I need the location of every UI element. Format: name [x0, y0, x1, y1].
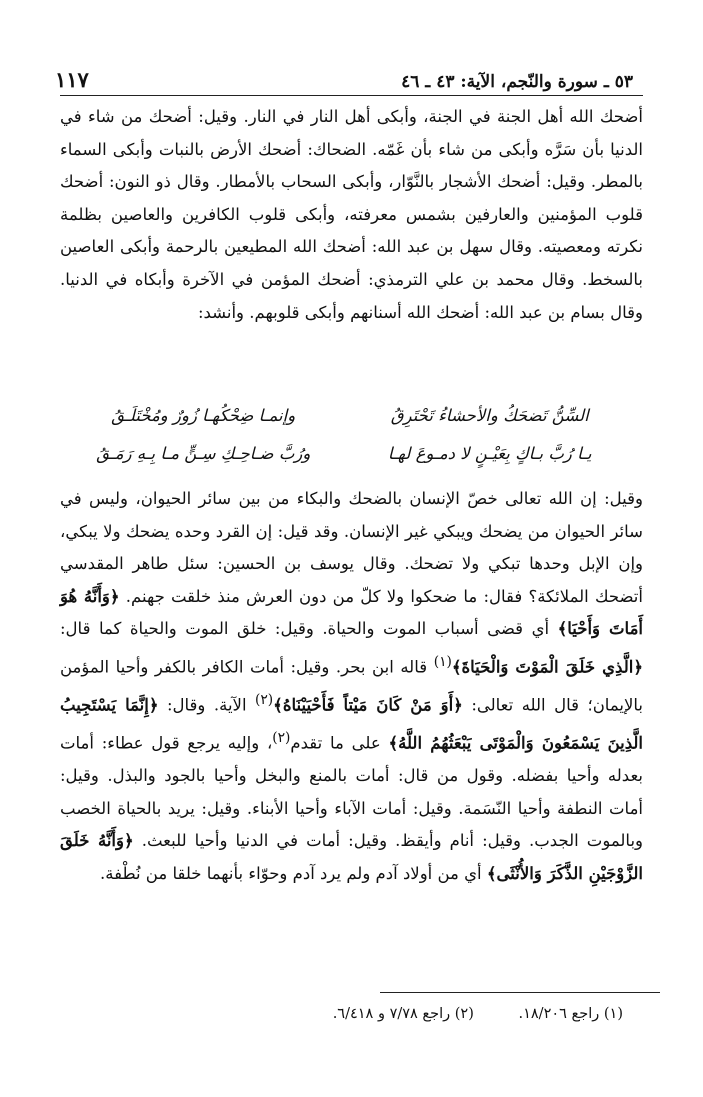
- quran-quote: ﴿وَأَنَّهُ خَلَقَ الزَّوْجَيْنِ الذَّكَرَ وَالأُنْثَى﴾: [60, 831, 643, 884]
- quran-quote: ﴿وَأَنَّهُ هُوَ أَمَاتَ وَأَحْيَا﴾: [60, 586, 644, 639]
- footnote-ref: (١): [433, 653, 452, 670]
- footnote-ref: (٢): [255, 692, 274, 709]
- verse1-second-hemistich: وإنمـا ضِحْكُهـا زُورٌ ومُخْتَلَـقُ: [111, 405, 296, 425]
- footnote-ref: (٢): [272, 730, 291, 747]
- paragraph-laughter-weeping: أضحك الله أهل الجنة في الجنة، وأبكى أهل النار في النار. وقيل: أضحك من شاء في الدنيا بأن سَرَّه وأبكى من شاء بأن غَمّه. الضحاك: أضحك الأرض بالنبات وأبكى السماء بالمطر. وقيل: أضحك الأشجار بالنَّوّار، وأبكى السحاب بالأمطار. وقال ذو النون: أضحك قلوب المؤمنين والعارفين بشمس معرفته، وأبكى قلوب الكافرين والعاصين بظلمة نكرته ومعصيته. وقال سهل بن عبد الله: أضحك الله المطيعين بالرحمة وأبكى العاصين بالسخط. وقال محمد بن علي الترمذي: أضحك المؤمن في الآخرة وأبكاه في الدنيا. وقال بسام بن عبد الله: أضحك الله أسنانهم وأبكى قلوبهم. وأنشد:: [60, 107, 643, 322]
- page-number: ١١٧: [55, 67, 89, 92]
- footnote-divider: [380, 992, 660, 993]
- text-segment: على ما تقدم: [290, 733, 381, 753]
- verse1-first-hemistich: السِّنُّ تَضحَكُ والأحشاءُ تَحْتَرِقُ: [390, 405, 589, 425]
- quran-quote: ﴿إِنَّمَا يَسْتَجِيبُ الَّذِينَ يَسْمَعُونَ وَالْمَوْتَى يَبْعَثُهُمُ اللَّهُ﴾: [60, 695, 643, 753]
- footnote-2: (٢) راجع ٧/٧٨ و ٦/٤١٨.: [332, 1006, 474, 1022]
- text-segment: أي من أولاد آدم ولم يرد آدم وحوّاء بأنهما خلقا من نُطْفة.: [100, 864, 482, 884]
- verse2-first-hemistich: يـا رُبَّ بـاكٍ بِعَيْـنٍ لا دمـوعَ لهـا: [387, 443, 592, 463]
- page-header: [55, 52, 633, 92]
- quran-quote: ﴿الَّذِي خَلَقَ الْمَوْتَ وَالْحَيَاةَ﴾: [451, 657, 643, 677]
- text-segment: أي قضى أسباب الموت والحياة. وقيل: خلق الموت والحياة كما قال:: [60, 619, 550, 639]
- text-segment: قاله ابن بحر. وقيل: أمات الكافر بالكفر وأحيا المؤمن بالإيمان؛ قال الله تعالى:: [60, 657, 643, 715]
- quran-quote: ﴿أَوَ مَنْ كَانَ مَيْتاً فَأَحْيَيْنَاهُ﴾: [273, 695, 463, 715]
- poem: [60, 396, 643, 476]
- text-segment: الآية. وقال:: [166, 695, 247, 715]
- main-text-part1: [60, 101, 643, 329]
- footnote-1: (١) راجع ١٨/٢٠٦.: [518, 1006, 623, 1022]
- poem-verse-2: [60, 434, 643, 472]
- paragraph-death-life: [60, 483, 643, 891]
- header-divider: [60, 95, 643, 96]
- text-segment: ، وإليه يرجع قول عطاء: أمات بعدله وأحيا بفضله. وقول من قال: أمات بالمنع والبخل وأحيا بالجود والبذل. وقيل: أمات النطفة وأحيا النّسَمة. وقيل: أمات الآباء وأحيا الأبناء. وقيل: يريد بالحياة الخصب وبالموت الجدب. وقيل: أنام وأيقظ. وقيل: أمات في الدنيا وأحيا للبعث.: [60, 733, 644, 851]
- text-segment: وقيل: إن الله تعالى خصّ الإنسان بالضحك والبكاء من بين سائر الحيوان، وليس في سائر الحيوان من يضحك ويبكي غير الإنسان. وقد قيل: إن القرد وحده يضحك ولا يبكي، وإن الإبل وحدها تبكي ولا تضحك. وقال يوسف بن الحسين: سئل طاهر المقدسي أتضحك الملائكة؟ فقال: ما ضحكوا ولا كلّ من دون العرش منذ خلقت جهنم.: [60, 489, 643, 606]
- main-text-part2: [60, 483, 643, 891]
- poem-verse-1: [60, 396, 643, 434]
- footnotes: [100, 1006, 623, 1022]
- verse2-second-hemistich: ورُبَّ ضـاحِـكِ سِـنٍّ مـا بِـهِ رَمَـقُ: [96, 443, 311, 463]
- running-title: ٥٣ ـ سورة والنّجم، الآية: ٤٣ ـ ٤٦: [401, 72, 633, 92]
